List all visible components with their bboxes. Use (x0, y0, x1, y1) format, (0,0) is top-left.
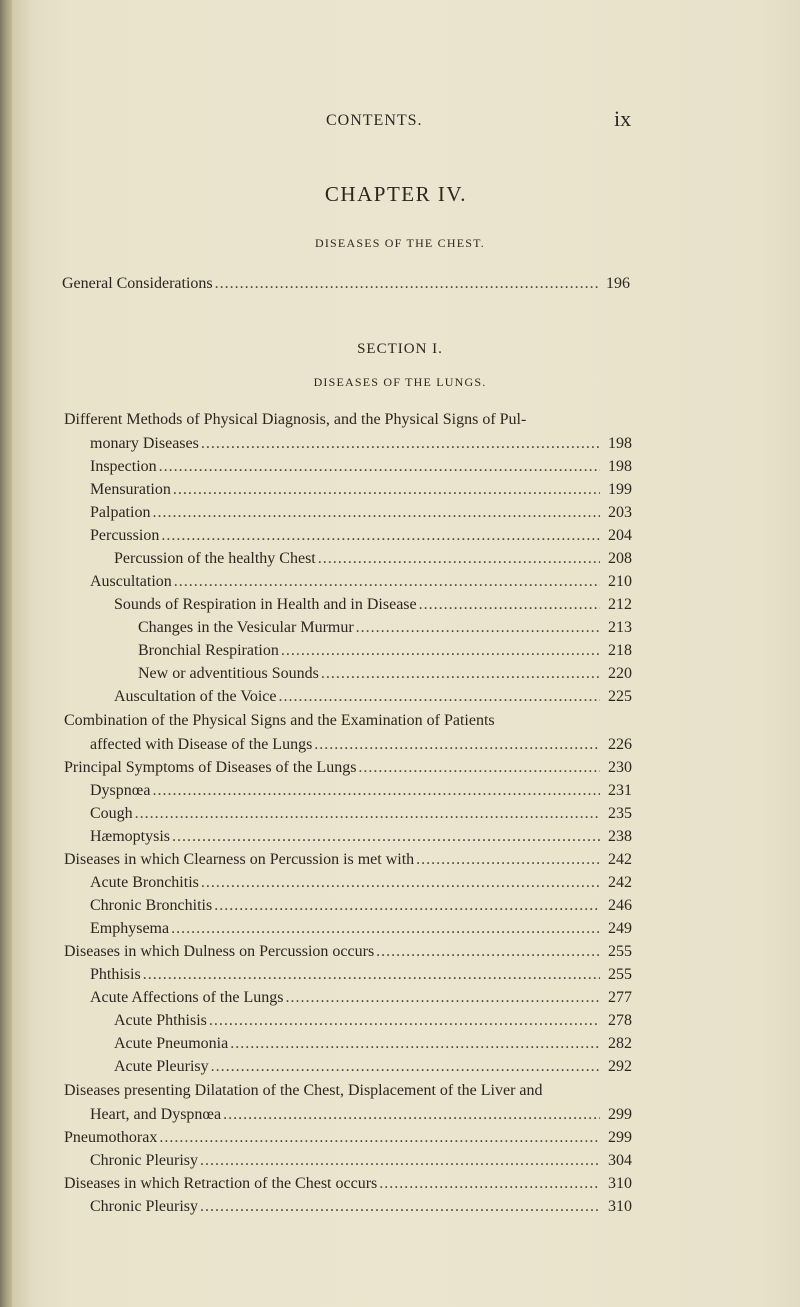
toc-entry-page: 225 (608, 688, 632, 705)
toc-entry[interactable] (64, 942, 632, 962)
toc-entry[interactable] (90, 896, 632, 916)
toc-entry-page: 213 (608, 619, 632, 636)
leader-dots (279, 687, 601, 707)
toc-entry-page: 304 (608, 1152, 632, 1169)
toc-entry-page: 255 (608, 943, 632, 960)
leader-dots (159, 1128, 600, 1148)
toc-entry-label: Percussion (90, 527, 160, 544)
toc-entry-label: Hæmoptysis (90, 828, 171, 845)
toc-entry-label: Auscultation (90, 573, 172, 590)
leader-dots (174, 572, 600, 592)
leader-dots (314, 735, 600, 755)
toc-entry-page: 292 (608, 1058, 632, 1075)
toc-entry-label: New or adventitious Sounds (138, 665, 319, 682)
chapter-heading (0, 182, 800, 207)
toc-entry-label: monary Diseases (90, 435, 199, 452)
toc-entry-label: Chronic Pleurisy (90, 1152, 198, 1169)
toc-entry[interactable] (90, 1105, 632, 1125)
toc-entry-label: Acute Pneumonia (114, 1035, 229, 1052)
toc-entry-page: 310 (608, 1175, 632, 1192)
toc-entry[interactable] (114, 549, 632, 569)
toc-entry[interactable] (138, 664, 632, 684)
toc-entry-label: General Considerations (62, 275, 213, 292)
toc-entry-label: Acute Bronchitis (90, 874, 199, 891)
leader-dots (152, 781, 600, 801)
toc-entry-label: Chronic Pleurisy (90, 1198, 198, 1215)
toc-entry[interactable] (90, 919, 632, 939)
toc-entry-label: Sounds of Respiration in Health and in Disease (114, 596, 417, 613)
leader-dots (223, 1105, 600, 1125)
toc-entry[interactable] (90, 572, 632, 592)
leader-dots (201, 873, 600, 893)
leader-dots (358, 758, 600, 778)
leader-dots (230, 1034, 600, 1054)
leader-dots (159, 457, 600, 477)
toc-entry-label: Pneumothorax (64, 1129, 158, 1146)
toc-entry[interactable] (90, 988, 632, 1008)
toc-entry[interactable] (64, 758, 632, 778)
leader-dots (281, 641, 600, 661)
leader-dots (376, 942, 600, 962)
toc-entry-page: 226 (608, 736, 632, 753)
leader-dots (171, 919, 600, 939)
toc-entry-general-considerations[interactable] (62, 274, 630, 294)
leader-dots (215, 274, 598, 294)
running-head-page-number: ix (614, 106, 632, 131)
toc-entry-page: 310 (608, 1198, 632, 1215)
toc-entry-label: Chronic Bronchitis (90, 897, 213, 914)
toc-entry-label: Heart, and Dyspnœa (90, 1106, 222, 1123)
toc-entry[interactable] (90, 965, 632, 985)
toc-entry-page: 199 (608, 481, 632, 498)
leader-dots (200, 1197, 600, 1217)
toc-entry-label: Diseases in which Retraction of the Chest occurs (64, 1175, 378, 1192)
toc-entry[interactable] (90, 526, 632, 546)
toc-entry-label: Emphysema (90, 920, 170, 937)
toc-entry-page: 249 (608, 920, 632, 937)
section-subtitle: DISEASES OF THE LUNGS. (313, 375, 487, 389)
toc-entry-page: 204 (608, 527, 632, 544)
toc-entry-label: Changes in the Vesicular Murmur (138, 619, 354, 636)
leader-dots (211, 1057, 600, 1077)
toc-entry-label: Acute Affections of the Lungs (90, 989, 284, 1006)
leader-dots (379, 1174, 600, 1194)
leader-dots (161, 526, 600, 546)
toc-entry[interactable] (64, 850, 632, 870)
toc-entry-label: Auscultation of the Voice (114, 688, 277, 705)
toc-entry[interactable] (114, 687, 632, 707)
toc-entry-page: 299 (608, 1129, 632, 1146)
toc-entry[interactable] (90, 457, 632, 477)
toc-entry-page: 282 (608, 1035, 632, 1052)
toc-entry[interactable] (138, 641, 632, 661)
toc-entry-label: Percussion of the healthy Chest (114, 550, 316, 567)
toc-entry-page: 218 (608, 642, 632, 659)
leader-dots (318, 549, 600, 569)
leader-dots (172, 827, 600, 847)
toc-entry-label: Acute Pleurisy (114, 1058, 209, 1075)
toc-entry-page: 210 (608, 573, 632, 590)
toc-entry-combination-line1: Combination of the Physical Signs and the Examination of Patients (64, 712, 495, 729)
toc-entry[interactable] (90, 480, 632, 500)
toc-entry[interactable] (90, 1151, 632, 1171)
toc-entry-page: 278 (608, 1012, 632, 1029)
toc-entry-label: Diseases in which Clearness on Percussion is met with (64, 851, 415, 868)
leader-dots (200, 1151, 600, 1171)
toc-entry[interactable] (114, 595, 632, 615)
leader-dots (209, 1011, 600, 1031)
leader-dots (416, 850, 600, 870)
toc-entry-page: 208 (608, 550, 632, 567)
toc-entry-page: 238 (608, 828, 632, 845)
toc-entry[interactable] (114, 1011, 632, 1031)
toc-entry[interactable] (90, 804, 632, 824)
section-heading: SECTION I. (357, 341, 443, 357)
toc-entry[interactable] (138, 618, 632, 638)
chapter-title: CHAPTER IV. (324, 182, 468, 206)
toc-entry-page: 255 (608, 966, 632, 983)
leader-dots (201, 434, 600, 454)
toc-entry-page: 196 (606, 275, 630, 292)
toc-entry-page: 230 (608, 759, 632, 776)
toc-entry[interactable] (90, 503, 632, 523)
toc-entry-label: Inspection (90, 458, 157, 475)
toc-entry-page: 203 (608, 504, 632, 521)
leader-dots (356, 618, 600, 638)
leader-dots (173, 480, 600, 500)
leader-dots (152, 503, 600, 523)
toc-entry-label: Bronchial Respiration (138, 642, 279, 659)
leader-dots (321, 664, 600, 684)
toc-entry-label: Acute Phthisis (114, 1012, 207, 1029)
toc-entry-page: 212 (608, 596, 632, 613)
toc-entry[interactable] (90, 781, 632, 801)
toc-entry-page: 242 (608, 874, 632, 891)
toc-entry-page: 231 (608, 782, 632, 799)
toc-entry[interactable] (90, 735, 632, 755)
leader-dots (135, 804, 600, 824)
toc-entry[interactable] (90, 434, 632, 454)
toc-entry-label: Diseases in which Dulness on Percussion occurs (64, 943, 375, 960)
toc-entry[interactable] (114, 1057, 632, 1077)
leader-dots (214, 896, 600, 916)
toc-entry[interactable] (90, 827, 632, 847)
toc-entry[interactable] (64, 1174, 632, 1194)
toc-entry-label: Cough (90, 805, 133, 822)
toc-entry-label: Palpation (90, 504, 151, 521)
leader-dots (285, 988, 600, 1008)
toc-entry[interactable] (64, 1128, 632, 1148)
toc-entry-dilatation-line1: Diseases presenting Dilatation of the Chest, Displacement of the Liver and (64, 1082, 543, 1099)
toc-entry[interactable] (90, 873, 632, 893)
toc-entry[interactable] (114, 1034, 632, 1054)
toc-entry-label: Dyspnœa (90, 782, 151, 799)
toc-entry-page: 242 (608, 851, 632, 868)
toc-entry-label: affected with Disease of the Lungs (90, 736, 313, 753)
running-head-title: CONTENTS. (326, 112, 423, 129)
leader-dots (143, 965, 600, 985)
toc-entry-page: 246 (608, 897, 632, 914)
toc-entry-page: 277 (608, 989, 632, 1006)
toc-entry-label: Principal Symptoms of Diseases of the Lungs (64, 759, 357, 776)
toc-entry-label: Mensuration (90, 481, 171, 498)
toc-entry-page: 235 (608, 805, 632, 822)
toc-entry-page: 220 (608, 665, 632, 682)
toc-entry-intro-line1: Different Methods of Physical Diagnosis, and the Physical Signs of Pul- (64, 411, 527, 428)
leader-dots (419, 595, 600, 615)
running-head (0, 106, 800, 136)
toc-entry-page: 299 (608, 1106, 632, 1123)
toc-entry[interactable] (90, 1197, 632, 1217)
toc-entry-label: Phthisis (90, 966, 141, 983)
chapter-subtitle: DISEASES OF THE CHEST. (315, 236, 485, 250)
toc-entry-page: 198 (608, 435, 632, 452)
toc-entry-page: 198 (608, 458, 632, 475)
